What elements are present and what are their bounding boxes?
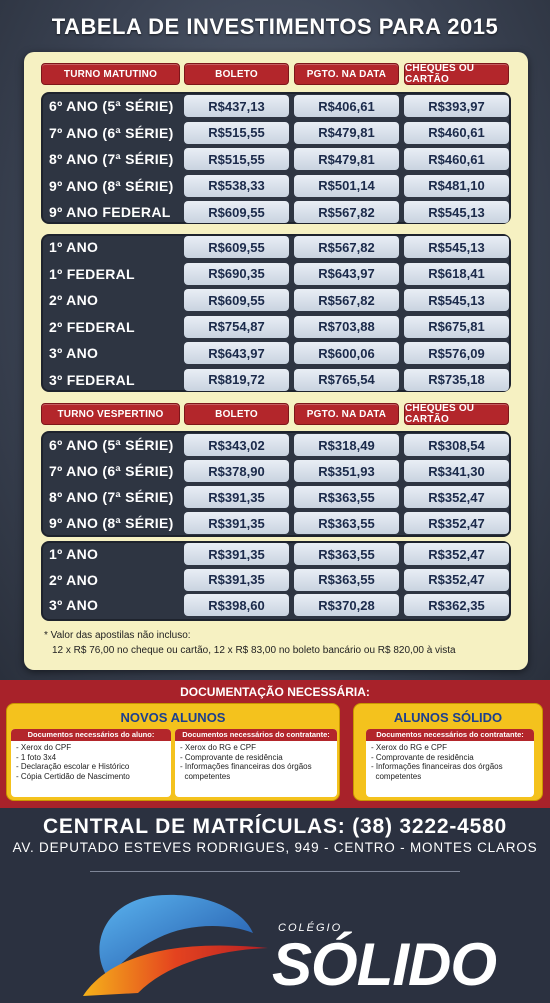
alunos-solido-title: ALUNOS SÓLIDO: [393, 710, 503, 725]
boleto-price: R$391,35: [184, 569, 289, 591]
matutino-pgto-header: PGTO. NA DATA: [294, 63, 399, 85]
pgto-na-data-price: R$318,49: [294, 434, 399, 456]
vespertino-pgto-header: PGTO. NA DATA: [294, 403, 399, 425]
list-item: - Xerox do RG e CPF: [371, 743, 448, 752]
matutino-cheques-header: CHEQUES OU CARTÃO: [404, 63, 509, 85]
boleto-price: R$398,60: [184, 594, 289, 616]
cheques-ou-cartao-price: R$460,61: [404, 122, 509, 144]
grade-label: 8º ANO (7ª SÉRIE): [49, 489, 174, 505]
grade-label: 6º ANO (5ª SÉRIE): [49, 437, 174, 453]
grade-label: 3º ANO: [49, 597, 99, 613]
boleto-price: R$515,55: [184, 148, 289, 170]
pgto-na-data-price: R$370,28: [294, 594, 399, 616]
grade-label: 2º FEDERAL: [49, 318, 135, 335]
novos-aluno-docs: [11, 729, 171, 797]
solido-contratante-docs: [366, 729, 534, 797]
pgto-na-data-price: R$600,06: [294, 342, 399, 364]
apostila-note-line-1: * Valor das apostilas não incluso:: [44, 630, 191, 641]
grade-label: 2º ANO: [49, 292, 99, 308]
novos-contratante-docs: [175, 729, 337, 797]
boleto-price: R$609,55: [184, 289, 289, 311]
cheques-ou-cartao-price: R$352,47: [404, 512, 509, 534]
boleto-price: R$690,35: [184, 263, 289, 285]
cheques-ou-cartao-price: R$393,97: [404, 95, 509, 117]
list-item: - Informações financeiras dos órgãos: [371, 762, 503, 771]
boleto-price: R$609,55: [184, 201, 289, 223]
boleto-price: R$437,13: [184, 95, 289, 117]
boleto-price: R$609,55: [184, 236, 289, 258]
pgto-na-data-price: R$363,55: [294, 569, 399, 591]
cheques-ou-cartao-price: R$545,13: [404, 236, 509, 258]
matutino-boleto-header: BOLETO: [184, 63, 289, 85]
boleto-price: R$391,35: [184, 486, 289, 508]
list-item: - Declaração escolar e Histórico: [16, 762, 130, 771]
boleto-price: R$391,35: [184, 543, 289, 565]
cheques-ou-cartao-price: R$735,18: [404, 369, 509, 391]
list-item: - Xerox do CPF: [16, 743, 72, 752]
novos-aluno-docs-list: [16, 743, 130, 781]
footer-divider: [90, 871, 460, 872]
pgto-na-data-price: R$479,81: [294, 148, 399, 170]
list-item: competentes: [371, 771, 422, 781]
pgto-na-data-price: R$567,82: [294, 289, 399, 311]
page-title: TABELA DE INVESTIMENTOS PARA 2015: [51, 14, 499, 39]
vespertino-cheques-header: CHEQUES OU CARTÃO: [404, 403, 509, 425]
cheques-ou-cartao-price: R$618,41: [404, 263, 509, 285]
pgto-na-data-price: R$501,14: [294, 175, 399, 197]
grade-label: 9º ANO FEDERAL: [49, 204, 171, 220]
grade-label: 8º ANO (7ª SÉRIE): [49, 151, 174, 167]
grade-label: 7º ANO (6ª SÉRIE): [49, 463, 174, 479]
vespertino-boleto-header: BOLETO: [184, 403, 289, 425]
novos-contratante-docs-list: [180, 743, 312, 781]
grade-label: 1º ANO: [49, 239, 99, 255]
cheques-ou-cartao-price: R$576,09: [404, 342, 509, 364]
grade-label: 2º ANO: [49, 571, 99, 588]
boleto-price: R$343,02: [184, 434, 289, 456]
cheques-ou-cartao-price: R$545,13: [404, 201, 509, 223]
logo-colegio-text: COLÉGIO: [278, 922, 343, 934]
matutino-shift-label: TURNO MATUTINO: [41, 63, 180, 85]
pgto-na-data-price: R$406,61: [294, 95, 399, 117]
cheques-ou-cartao-price: R$308,54: [404, 434, 509, 456]
novos-alunos-box: [6, 703, 340, 801]
grade-label: 3º ANO: [49, 345, 99, 361]
pgto-na-data-price: R$363,55: [294, 543, 399, 565]
cheques-ou-cartao-price: R$352,47: [404, 569, 509, 591]
boleto-price: R$515,55: [184, 122, 289, 144]
cheques-ou-cartao-price: R$352,47: [404, 486, 509, 508]
list-item: - 1 foto 3x4: [16, 752, 57, 762]
boleto-price: R$538,33: [184, 175, 289, 197]
list-item: - Xerox do RG e CPF: [180, 743, 257, 752]
pgto-na-data-price: R$363,55: [294, 486, 399, 508]
boleto-price: R$391,35: [184, 512, 289, 534]
grade-label: 1º ANO: [49, 546, 99, 562]
pgto-na-data-price: R$351,93: [294, 460, 399, 482]
solido-contratante-docs-header: Documentos necessários do contratante:: [366, 729, 534, 741]
boleto-price: R$819,72: [184, 369, 289, 391]
solido-logo-icon: [78, 888, 278, 1000]
grade-label: 1º FEDERAL: [49, 265, 135, 282]
pgto-na-data-price: R$765,54: [294, 369, 399, 391]
logo-solido-text: SÓLIDO: [272, 931, 497, 998]
solido-contratante-docs-list: [371, 743, 503, 781]
list-item: - Informações financeiras dos órgãos: [180, 762, 312, 771]
grade-label: 6º ANO (5ª SÉRIE): [49, 98, 174, 114]
boleto-price: R$643,97: [184, 342, 289, 364]
list-item: - Comprovante de residência: [371, 752, 474, 762]
vespertino-shift-label: TURNO VESPERTINO: [41, 403, 180, 425]
list-item: competentes: [180, 771, 231, 781]
list-item: - Cópia Certidão de Nascimento: [16, 771, 130, 781]
apostila-note-line-2: 12 x R$ 76,00 no cheque ou cartão, 12 x R$ 83,00 no boleto bancário ou R$ 820,00 à vista: [52, 645, 456, 656]
cheques-ou-cartao-price: R$460,61: [404, 148, 509, 170]
central-matriculas-phone: CENTRAL DE MATRÍCULAS: (38) 3222-4580: [42, 815, 508, 838]
novos-alunos-title: NOVOS ALUNOS: [120, 710, 226, 725]
boleto-price: R$754,87: [184, 316, 289, 338]
school-address: AV. DEPUTADO ESTEVES RODRIGUES, 949 - CENTRO - MONTES CLAROS: [12, 840, 538, 855]
novos-contratante-docs-header: Documentos necessários do contratante:: [175, 729, 337, 741]
cheques-ou-cartao-price: R$481,10: [404, 175, 509, 197]
pgto-na-data-price: R$567,82: [294, 201, 399, 223]
grade-label: 3º FEDERAL: [49, 371, 135, 388]
cheques-ou-cartao-price: R$352,47: [404, 543, 509, 565]
grade-label: 9º ANO (8ª SÉRIE): [49, 177, 174, 194]
cheques-ou-cartao-price: R$341,30: [404, 460, 509, 482]
pgto-na-data-price: R$643,97: [294, 263, 399, 285]
cheques-ou-cartao-price: R$545,13: [404, 289, 509, 311]
grade-label: 9º ANO (8ª SÉRIE): [49, 515, 174, 531]
pgto-na-data-price: R$703,88: [294, 316, 399, 338]
pgto-na-data-price: R$363,55: [294, 512, 399, 534]
grade-label: 7º ANO (6ª SÉRIE): [49, 124, 174, 141]
documentation-title: DOCUMENTAÇÃO NECESSÁRIA:: [180, 685, 370, 699]
boleto-price: R$378,90: [184, 460, 289, 482]
list-item: - Comprovante de residência: [180, 752, 283, 762]
pgto-na-data-price: R$567,82: [294, 236, 399, 258]
cheques-ou-cartao-price: R$675,81: [404, 316, 509, 338]
novos-aluno-docs-header: Documentos necessários do aluno:: [11, 729, 171, 741]
alunos-solido-box: [353, 703, 543, 801]
cheques-ou-cartao-price: R$362,35: [404, 594, 509, 616]
pgto-na-data-price: R$479,81: [294, 122, 399, 144]
